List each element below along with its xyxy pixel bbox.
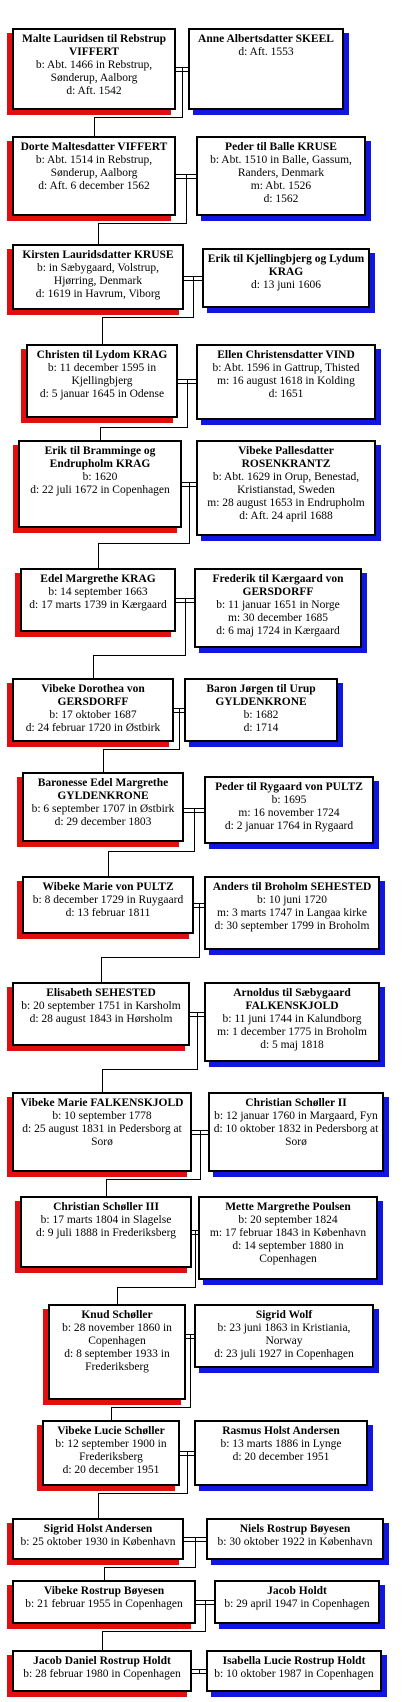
person-card-wibeke-marie-von-pultz[interactable] [22, 876, 194, 934]
descent-line [101, 957, 200, 958]
person-name: Kirsten Lauridsdatter KRUSE [22, 249, 174, 261]
person-card-sigrid-holst-andersen[interactable] [12, 1518, 184, 1560]
person-card-kirsten-lauridsdatter-kruse[interactable] [12, 244, 184, 310]
person-detail: d: 13 februar 1811 [65, 907, 151, 919]
person-name: Christian Schøller III [53, 1201, 159, 1213]
person-detail: d: 5 maj 1818 [260, 1039, 324, 1051]
person-detail: b: 11 december 1595 in Kjellingbjerg [47, 362, 157, 387]
person-name: Vibeke Rostrup Bøyesen [43, 1585, 165, 1597]
descent-line [102, 1069, 103, 1092]
person-detail: d: 14 september 1880 in Copenhagen [232, 1240, 344, 1265]
descent-line [205, 1605, 206, 1631]
person-detail: b: 20 september 1824 [238, 1214, 338, 1226]
person-name: Edel Margrethe KRAG [40, 573, 156, 585]
person-detail: d: 17 marts 1739 in Kærgaard [29, 599, 167, 611]
person-card-dorte-maltesdatter-viffert[interactable] [12, 136, 176, 216]
descent-line [197, 1017, 198, 1069]
descent-line [195, 1235, 196, 1287]
person-detail: b: 14 september 1663 [48, 586, 148, 598]
person-name: Vibeke Marie FALKENSKJOLD [20, 1097, 184, 1109]
descent-line [189, 487, 190, 543]
person-detail: b: 17 marts 1804 in Slagelse [40, 1214, 172, 1226]
person-detail: d: 29 december 1803 [54, 816, 152, 828]
person-detail: b: 17 oktober 1687 [49, 709, 137, 721]
person-detail: m: 17 februar 1843 in København [209, 1227, 367, 1239]
person-detail: b: 1620 [82, 471, 118, 483]
person-detail: d: 5 januar 1645 in Odense [39, 388, 165, 400]
descent-line [98, 1493, 188, 1494]
person-detail: b: Abt. 1596 in Gattrup, Thisted [212, 362, 360, 374]
person-name: Peder til Rygaard von PULTZ [215, 781, 363, 793]
descent-line [101, 957, 102, 982]
person-card-anne-albertsdatter-skeel[interactable] [188, 28, 344, 110]
descent-line [186, 179, 187, 223]
person-name: Vibeke Lucie Schøller [57, 1425, 165, 1437]
descent-line [200, 1135, 201, 1179]
person-card-erik-til-kjellingbjerg-og-lydum-krag[interactable] [202, 248, 370, 308]
person-card-christian-sch-ller-ii[interactable] [208, 1092, 384, 1172]
person-detail: d: Aft. 24 april 1688 [239, 510, 333, 522]
person-detail: b: 28 november 1860 in Copenhagen [62, 1322, 172, 1347]
person-name: Baron Jørgen til Urup GYLDENKRONE [206, 683, 316, 708]
person-detail: m: 1 december 1775 in Broholm [217, 1026, 367, 1038]
person-detail: b: 12 januar 1760 in Margaard, Fyn [214, 1110, 378, 1122]
person-detail: d: 8 september 1933 in Frederiksberg [64, 1348, 170, 1373]
descent-line [102, 1631, 206, 1632]
person-detail: d: 22 juli 1672 in Copenhagen [30, 484, 170, 496]
person-name: Elisabeth SEHESTED [46, 987, 156, 999]
descent-line [94, 117, 183, 118]
person-name: Malte Lauridsen til Rebstrup VIFFERT [21, 33, 167, 58]
descent-line [117, 1287, 118, 1304]
person-detail: d: 20 december 1951 [232, 1451, 330, 1463]
descent-line [103, 749, 180, 750]
person-detail: b: Abt. 1510 in Balle, Gassum, Randers, Denmark [210, 154, 352, 179]
descent-line [98, 1493, 99, 1518]
person-detail: b: 8 december 1729 in Ruygaard [32, 894, 184, 906]
person-name: Vibeke Dorothea von GERSDORFF [41, 683, 145, 708]
person-name: Rasmus Holst Andersen [222, 1425, 340, 1437]
descent-line [108, 851, 195, 852]
person-name: Erik til Kjellingbjerg og Lydum KRAG [207, 253, 365, 278]
descent-line [106, 1179, 107, 1196]
person-detail: b: 11 juni 1744 in Kalundborg [222, 1013, 362, 1025]
person-name: Mette Margrethe Poulsen [225, 1201, 351, 1213]
person-detail: b: 29 april 1947 in Copenhagen [224, 1598, 370, 1610]
descent-line [98, 223, 187, 224]
person-detail: d: 10 oktober 1832 in Pedersborg at Sorø [213, 1123, 379, 1148]
descent-line [94, 117, 95, 136]
descent-line [98, 543, 190, 544]
person-card-baronesse-edel-margrethe-gyldenkrone[interactable] [22, 772, 184, 842]
person-detail: d: Aft. 1553 [238, 46, 294, 58]
person-detail: d: 2 januar 1764 in Rygaard [224, 820, 354, 832]
person-card-elisabeth-sehested[interactable] [12, 982, 190, 1046]
person-detail: b: 23 juni 1863 in Kristiania, Norway [217, 1322, 351, 1347]
person-detail: b: Abt. 1629 in Orup, Benestad, Kristianstad, Sweden [212, 471, 360, 496]
person-detail: b: 25 oktober 1930 in København [20, 1536, 176, 1548]
descent-line [182, 72, 183, 117]
person-detail: b: 28 februar 1980 in Copenhagen [23, 1668, 181, 1680]
person-name: Anne Albertsdatter SKEEL [198, 33, 334, 45]
person-card-edel-margrethe-krag[interactable] [20, 568, 176, 632]
person-card-isabella-lucie-rostrup-holdt[interactable] [206, 1650, 382, 1692]
descent-line [102, 317, 103, 344]
descent-line [102, 317, 194, 318]
descent-line [98, 543, 99, 568]
person-detail: d: 24 februar 1720 in Østbirk [25, 722, 161, 734]
person-detail: d: Aft. 1542 [66, 85, 122, 97]
person-name: Anders til Broholm SEHESTED [212, 881, 372, 893]
person-detail: m: 16 august 1618 in Kolding [217, 375, 355, 387]
person-detail: m: 28 august 1653 in Endrupholm [207, 497, 365, 509]
person-card-malte-lauridsen-til-rebstrup-viffert[interactable] [12, 28, 176, 110]
person-detail: m: 30 december 1685 [228, 612, 328, 624]
person-detail: b: 10 juni 1720 [257, 894, 327, 906]
person-name: Jacob Holdt [267, 1585, 327, 1597]
person-card-erik-til-bramminge-og-endrupholm-krag[interactable] [18, 440, 182, 528]
person-detail: b: 12 september 1900 in Frederiksberg [55, 1438, 167, 1463]
person-detail: d: 25 august 1831 in Pedersborg at Sorø [22, 1123, 182, 1148]
person-detail: b: 20 september 1751 in Karsholm [21, 1000, 181, 1012]
descent-line [102, 1069, 198, 1070]
person-name: Christian Schøller II [245, 1097, 347, 1109]
person-card-mette-margrethe-poulsen[interactable] [198, 1196, 378, 1280]
person-detail: b: 10 oktober 1987 in Copenhagen [214, 1668, 374, 1680]
person-detail: b: 1695 [271, 794, 307, 806]
descent-line [117, 1287, 196, 1288]
person-detail: d: 30 september 1799 in Broholm [214, 920, 370, 932]
person-name: Peder til Balle KRUSE [225, 141, 337, 153]
person-name: Isabella Lucie Rostrup Holdt [222, 1655, 366, 1667]
person-name: Jacob Daniel Rostrup Holdt [33, 1655, 171, 1667]
person-name: Frederik til Kærgaard von GERSDORFF [212, 573, 344, 598]
person-card-sigrid-wolf[interactable] [194, 1304, 374, 1368]
person-detail: d: 28 august 1843 in Hørsholm [29, 1013, 173, 1025]
person-detail: b: 11 januar 1651 in Norge [216, 599, 340, 611]
person-name: Vibeke Pallesdatter ROSENKRANTZ [238, 445, 334, 470]
person-detail: b: Abt. 1514 in Rebstrup, Sønderup, Aalborg [35, 154, 153, 179]
person-detail: d: Aft. 6 december 1562 [38, 180, 150, 192]
descent-line [111, 1407, 112, 1420]
person-name: Wibeke Marie von PULTZ [42, 881, 174, 893]
person-name: Sigrid Holst Andersen [43, 1523, 153, 1535]
person-card-jacob-holdt[interactable] [214, 1580, 380, 1624]
person-card-christen-til-lydom-krag[interactable] [26, 344, 178, 418]
person-card-baron-j-rgen-til-urup-gyldenkrone[interactable] [184, 678, 338, 742]
person-detail: d: 20 december 1951 [62, 1464, 160, 1476]
person-card-peder-til-balle-kruse[interactable] [196, 136, 366, 216]
person-detail: b: 6 september 1707 in Østbirk [31, 803, 175, 815]
descent-line [102, 1631, 103, 1650]
person-card-anders-til-broholm-sehested[interactable] [204, 876, 380, 950]
person-card-peder-til-rygaard-von-pultz[interactable] [204, 776, 374, 844]
descent-line [100, 427, 101, 440]
person-name: Arnoldus til Sæbygaard FALKENSKJOLD [233, 987, 351, 1012]
person-detail: d: 13 juni 1606 [251, 279, 321, 291]
person-card-jacob-daniel-rostrup-holdt[interactable] [12, 1650, 192, 1692]
person-detail: b: 10 september 1778 [52, 1110, 152, 1122]
descent-line [190, 1339, 191, 1407]
descent-line [100, 427, 188, 428]
person-detail: d: 1651 [268, 388, 304, 400]
person-detail: b: in Sæbygaard, Volstrup, Hjørring, Denmark [37, 262, 159, 287]
descent-line [194, 813, 195, 851]
person-detail: d: 9 juli 1888 in Frederiksberg [35, 1227, 176, 1239]
person-card-rasmus-holst-andersen[interactable] [194, 1420, 368, 1486]
person-name: Christen til Lydom KRAG [36, 349, 168, 361]
descent-line [104, 1567, 105, 1580]
person-detail: d: 1619 in Havrum, Viborg [35, 288, 161, 300]
person-detail: b: 30 oktober 1922 in København [217, 1536, 373, 1548]
descent-line [111, 1407, 191, 1408]
person-name: Niels Rostrup Bøyesen [239, 1523, 351, 1535]
descent-line [187, 1456, 188, 1493]
descent-line [103, 749, 104, 772]
descent-line [199, 908, 200, 957]
person-detail: b: 21 februar 1955 in Copenhagen [25, 1598, 183, 1610]
descent-line [187, 384, 188, 427]
person-card-christian-sch-ller-iii[interactable] [20, 1196, 192, 1268]
person-detail: m: 16 november 1724 [238, 807, 340, 819]
person-card-arnoldus-til-s-bygaard-falkenskjold[interactable] [204, 982, 380, 1062]
person-detail: b: 13 marts 1886 in Lynge [220, 1438, 342, 1450]
descent-line [185, 603, 186, 655]
person-card-vibeke-dorothea-von-gersdorff[interactable] [12, 678, 174, 742]
descent-line [106, 1179, 201, 1180]
person-detail: m: Abt. 1526 [250, 180, 312, 192]
person-card-vibeke-lucie-sch-ller[interactable] [42, 1420, 180, 1486]
person-name: Dorte Maltesdatter VIFFERT [20, 141, 168, 153]
person-card-vibeke-pallesdatter-rosenkrantz[interactable] [196, 440, 376, 536]
descent-line [93, 655, 186, 656]
descent-line [108, 851, 109, 876]
descent-line [93, 655, 94, 678]
person-detail: b: 1682 [243, 709, 279, 721]
descent-line [195, 1542, 196, 1567]
person-name: Sigrid Wolf [255, 1309, 313, 1321]
descent-line [104, 1567, 196, 1568]
descent-line [179, 713, 180, 749]
person-detail: m: 3 marts 1747 in Langaa kirke [216, 907, 368, 919]
person-detail: d: 23 juli 1927 in Copenhagen [214, 1348, 354, 1360]
descent-line [193, 281, 194, 317]
person-card-vibeke-rostrup-b-yesen[interactable] [12, 1580, 196, 1624]
person-card-vibeke-marie-falkenskjold[interactable] [12, 1092, 192, 1172]
person-name: Ellen Christensdatter VIND [217, 349, 355, 361]
person-detail: d: 1714 [243, 722, 279, 734]
person-name: Erik til Bramminge og Endrupholm KRAG [44, 445, 156, 470]
person-name: Baronesse Edel Margrethe GYLDENKRONE [37, 777, 169, 802]
person-detail: d: 1562 [263, 193, 299, 205]
person-card-knud-sch-ller[interactable] [48, 1304, 186, 1400]
marriage-line [199, 1669, 200, 1674]
person-card-ellen-christensdatter-vind[interactable] [196, 344, 376, 420]
person-name: Knud Schøller [81, 1309, 153, 1321]
person-card-frederik-til-k-rgaard-von-gersdorff[interactable] [194, 568, 362, 648]
person-card-niels-rostrup-b-yesen[interactable] [206, 1518, 384, 1560]
person-detail: d: 6 maj 1724 in Kærgaard [216, 625, 340, 637]
descent-line [98, 223, 99, 244]
person-detail: b: Abt. 1466 in Rebstrup, Sønderup, Aalborg [35, 59, 153, 84]
